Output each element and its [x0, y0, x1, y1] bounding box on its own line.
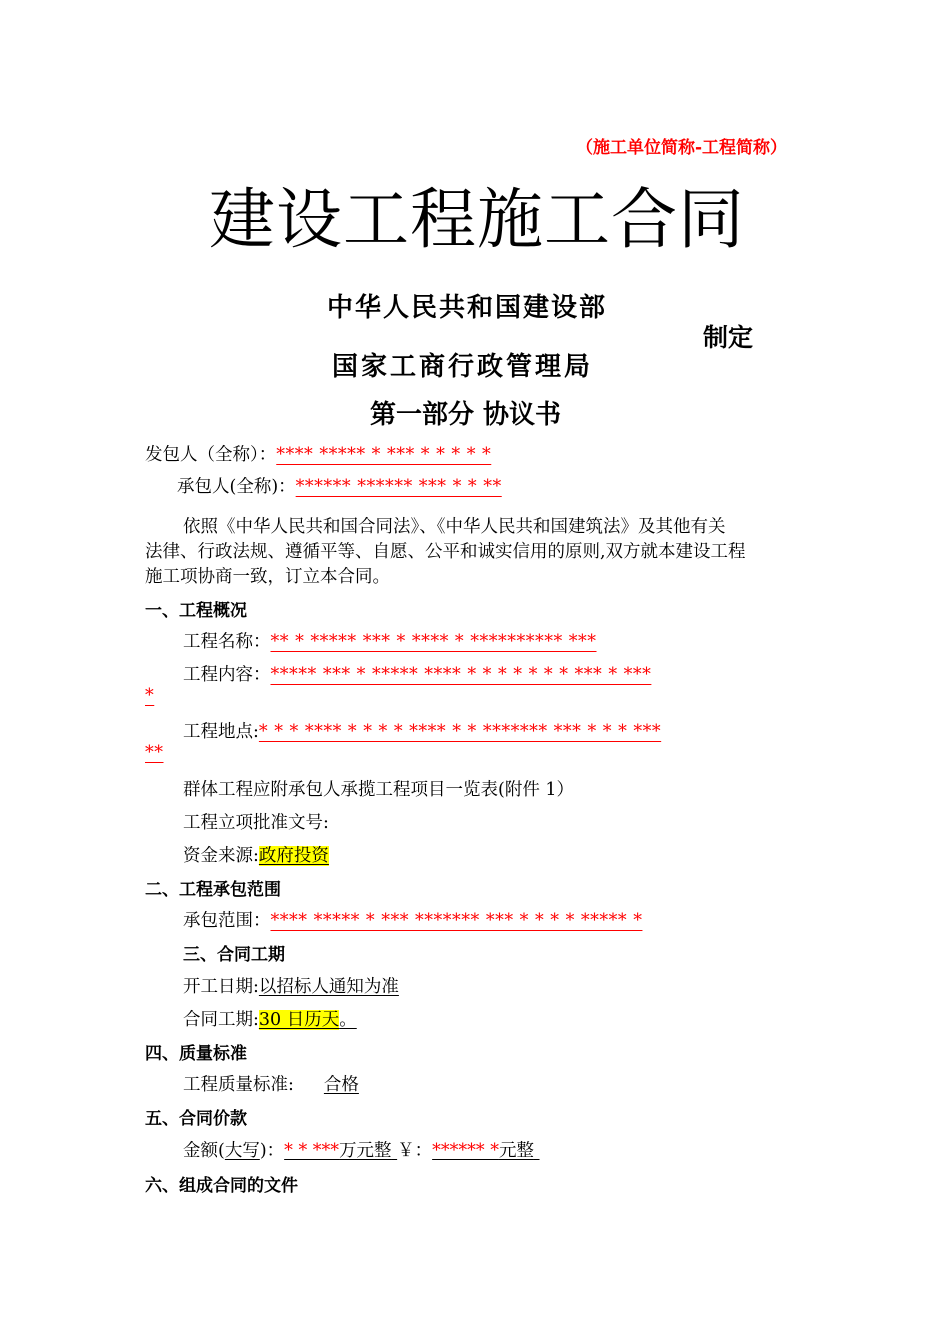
document-title: 建设工程施工合同 — [209, 181, 745, 258]
amount-caps-label: 大写 — [224, 1141, 260, 1161]
amount-yen-label: ￥： — [397, 1141, 433, 1161]
amount-figures-field[interactable]: ****** *元整 — [432, 1141, 534, 1161]
part-title: 第一部分 协议书 — [370, 400, 562, 430]
project-name-field[interactable]: ** * ***** *** * **** * ********** *** — [270, 632, 597, 652]
project-location-label: 工程地点: — [183, 722, 259, 742]
abbreviation-note: （施工单位简称-工程简称） — [576, 138, 788, 158]
contract-amount-line — [183, 1137, 540, 1162]
project-location-field-continued[interactable]: ** — [145, 743, 164, 763]
preamble-line-1: 依照《中华人民共和国合同法》、《中华人民共和国建筑法》及其他有关 — [183, 517, 726, 537]
issuer-ministry-of-construction: 中华人民共和国建设部 — [327, 293, 608, 323]
employer-label: 发包人（全称）： — [145, 445, 277, 465]
project-name-line — [183, 628, 597, 653]
employer-name-field[interactable]: **** ***** * *** * * * * * — [276, 445, 492, 465]
funding-source-line — [183, 842, 329, 867]
quality-standard-line — [183, 1071, 398, 1096]
start-date-line — [183, 973, 405, 998]
amount-words-field[interactable]: * * ***万元整 — [284, 1141, 392, 1161]
issuer-administration-industry-commerce: 国家工商行政管理局 — [332, 352, 594, 382]
section-6-heading: 六、组成合同的文件 — [145, 1176, 298, 1196]
start-date-label: 开工日期: — [183, 977, 259, 997]
section-1-heading: 一、工程概况 — [145, 601, 247, 621]
contract-scope-label: 承包范围： — [183, 911, 271, 931]
section-3-heading: 三、合同工期 — [183, 945, 285, 965]
project-location-line — [183, 718, 661, 743]
contractor-line — [177, 473, 502, 498]
contract-duration-label: 合同工期: — [183, 1010, 259, 1030]
contract-scope-field[interactable]: **** ***** * *** ******* *** * * * * ***** * — [270, 911, 643, 931]
preamble-line-2: 法律、行政法规、遵循平等、自愿、公平和诚实信用的原则,双方就本建设工程 — [145, 542, 746, 562]
contract-duration-line — [183, 1006, 357, 1031]
contractor-name-field[interactable]: ****** ****** *** * * ** — [295, 477, 502, 497]
section-4-heading: 四、质量标准 — [145, 1044, 247, 1064]
section-2-heading: 二、工程承包范围 — [145, 880, 281, 900]
funding-source-label: 资金来源: — [183, 846, 259, 866]
amount-label-open: 金额( — [183, 1141, 225, 1161]
section-5-heading: 五、合同价款 — [145, 1109, 247, 1129]
preamble-line-3: 施工项协商一致，订立本合同。 — [145, 567, 390, 587]
contract-scope-line — [183, 907, 642, 932]
quality-standard-label: 工程质量标准: — [183, 1075, 294, 1095]
contract-duration-field[interactable]: 30 日历天 — [258, 1010, 340, 1030]
approval-number-label: 工程立项批准文号: — [183, 813, 329, 833]
start-date-field[interactable]: 以招标人通知为准 — [258, 977, 399, 997]
contract-duration-suffix: 。 — [339, 1010, 357, 1030]
contractor-label: 承包人(全称)： — [177, 477, 296, 497]
issuer-made-by: 制定 — [703, 323, 754, 352]
project-content-line — [183, 661, 651, 686]
amount-label-close: )： — [259, 1141, 285, 1161]
group-project-note: 群体工程应附承包人承揽工程项目一览表(附件 1） — [183, 780, 575, 800]
project-content-field[interactable]: ***** *** * ***** **** * * * * * * * *** * *** — [270, 665, 652, 685]
quality-standard-field[interactable]: 合格 — [323, 1075, 359, 1095]
project-location-field[interactable]: * * * **** * * * * **** * * ******* *** * * * *** — [258, 722, 662, 742]
employer-line — [145, 441, 491, 466]
funding-source-field[interactable]: 政府投资 — [258, 846, 329, 866]
project-content-label: 工程内容： — [183, 665, 271, 685]
project-content-field-continued[interactable]: * — [145, 686, 155, 706]
project-name-label: 工程名称： — [183, 632, 271, 652]
